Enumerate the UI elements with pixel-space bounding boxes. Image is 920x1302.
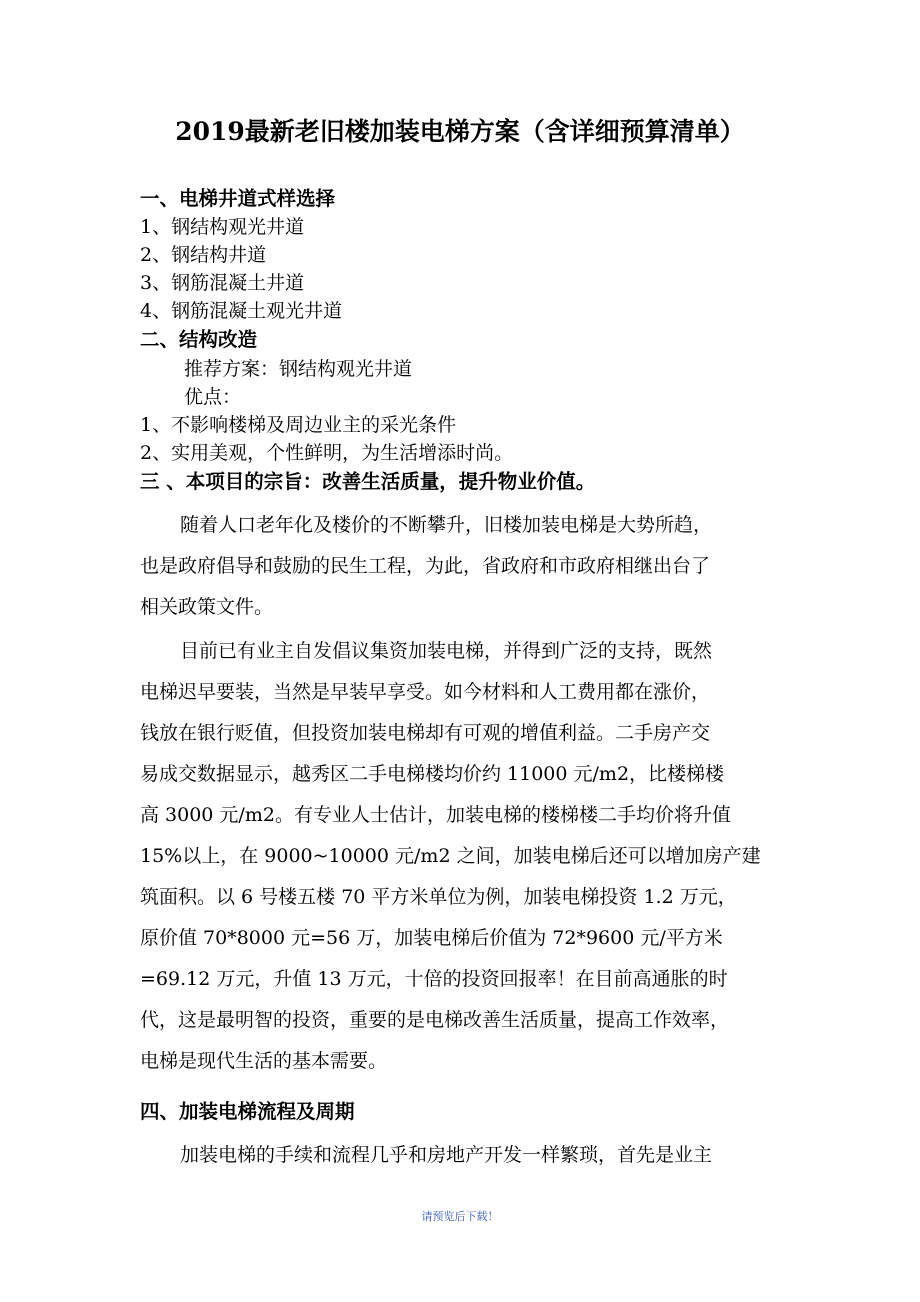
paragraph-line: 钱放在银行贬值，但投资加装电梯却有可观的增值利益。二手房产交 xyxy=(140,722,711,744)
section1-item: 3、钢筋混凝土井道 xyxy=(140,272,305,294)
paragraph-line: 相关政策文件。 xyxy=(140,596,274,618)
paragraph-line: =69.12 万元，升值 13 万元，十倍的投资回报率！在目前高通胀的时 xyxy=(140,968,728,990)
section3-heading: 三 、本项目的宗旨：改善生活质量，提升物业价值。 xyxy=(140,470,596,493)
download-hint-footer: 请预览后下载！ xyxy=(421,1210,499,1223)
section2-heading: 二、结构改造 xyxy=(140,328,258,351)
advantage-item: 1、不影响楼梯及周边业主的采光条件 xyxy=(140,414,457,436)
paragraph-line: 目前已有业主自发倡议集资加装电梯，并得到广泛的支持，既然 xyxy=(180,640,713,662)
section3-paragraph-2 xyxy=(140,631,780,1082)
paragraph-line: 也是政府倡导和鼓励的民生工程，为此，省政府和市政府相继出台了 xyxy=(140,555,711,577)
document-title: 2019最新老旧楼加装电梯方案（含详细预算清单） xyxy=(175,117,745,146)
section1-item: 4、钢筋混凝土观光井道 xyxy=(140,300,343,322)
paragraph-line: 电梯迟早要装，当然是早装早享受。如今材料和人工费用都在涨价， xyxy=(140,681,711,703)
paragraph-line: 15%以上，在 9000~10000 元/m2 之间，加装电梯后还可以增加房产建 xyxy=(140,845,761,867)
paragraph-line: 加装电梯的手续和流程几乎和房地产开发一样繁琐，首先是业主 xyxy=(180,1144,713,1166)
paragraph-line: 筑面积。以 6 号楼五楼 70 平方米单位为例，加装电梯投资 1.2 万元， xyxy=(140,886,737,908)
paragraph-line: 电梯是现代生活的基本需要。 xyxy=(140,1050,388,1072)
section4-heading: 四、加装电梯流程及周期 xyxy=(140,1100,355,1123)
section1-item: 1、钢结构观光井道 xyxy=(140,216,305,238)
section4-paragraph xyxy=(140,1135,780,1176)
section1-heading: 一、电梯井道式样选择 xyxy=(140,187,336,210)
section1-item: 2、钢结构井道 xyxy=(140,244,267,266)
paragraph-line: 原价值 70*8000 元=56 万，加装电梯后价值为 72*9600 元/平方米 xyxy=(140,927,723,949)
advantages-label: 优点： xyxy=(184,386,242,408)
recommended-plan: 推荐方案：钢结构观光井道 xyxy=(184,358,413,380)
paragraph-line: 易成交数据显示，越秀区二手电梯楼均价约 11000 元/m2，比楼梯楼 xyxy=(140,763,725,785)
section3-paragraph-1 xyxy=(140,505,780,628)
advantage-item: 2、实用美观，个性鲜明，为生活增添时尚。 xyxy=(140,442,514,464)
paragraph-line: 随着人口老年化及楼价的不断攀升，旧楼加装电梯是大势所趋， xyxy=(180,514,713,536)
paragraph-line: 代，这是最明智的投资，重要的是电梯改善生活质量，提高工作效率， xyxy=(140,1009,730,1031)
paragraph-line: 高 3000 元/m2。有专业人士估计，加装电梯的楼梯楼二手均价将升值 xyxy=(140,804,731,826)
